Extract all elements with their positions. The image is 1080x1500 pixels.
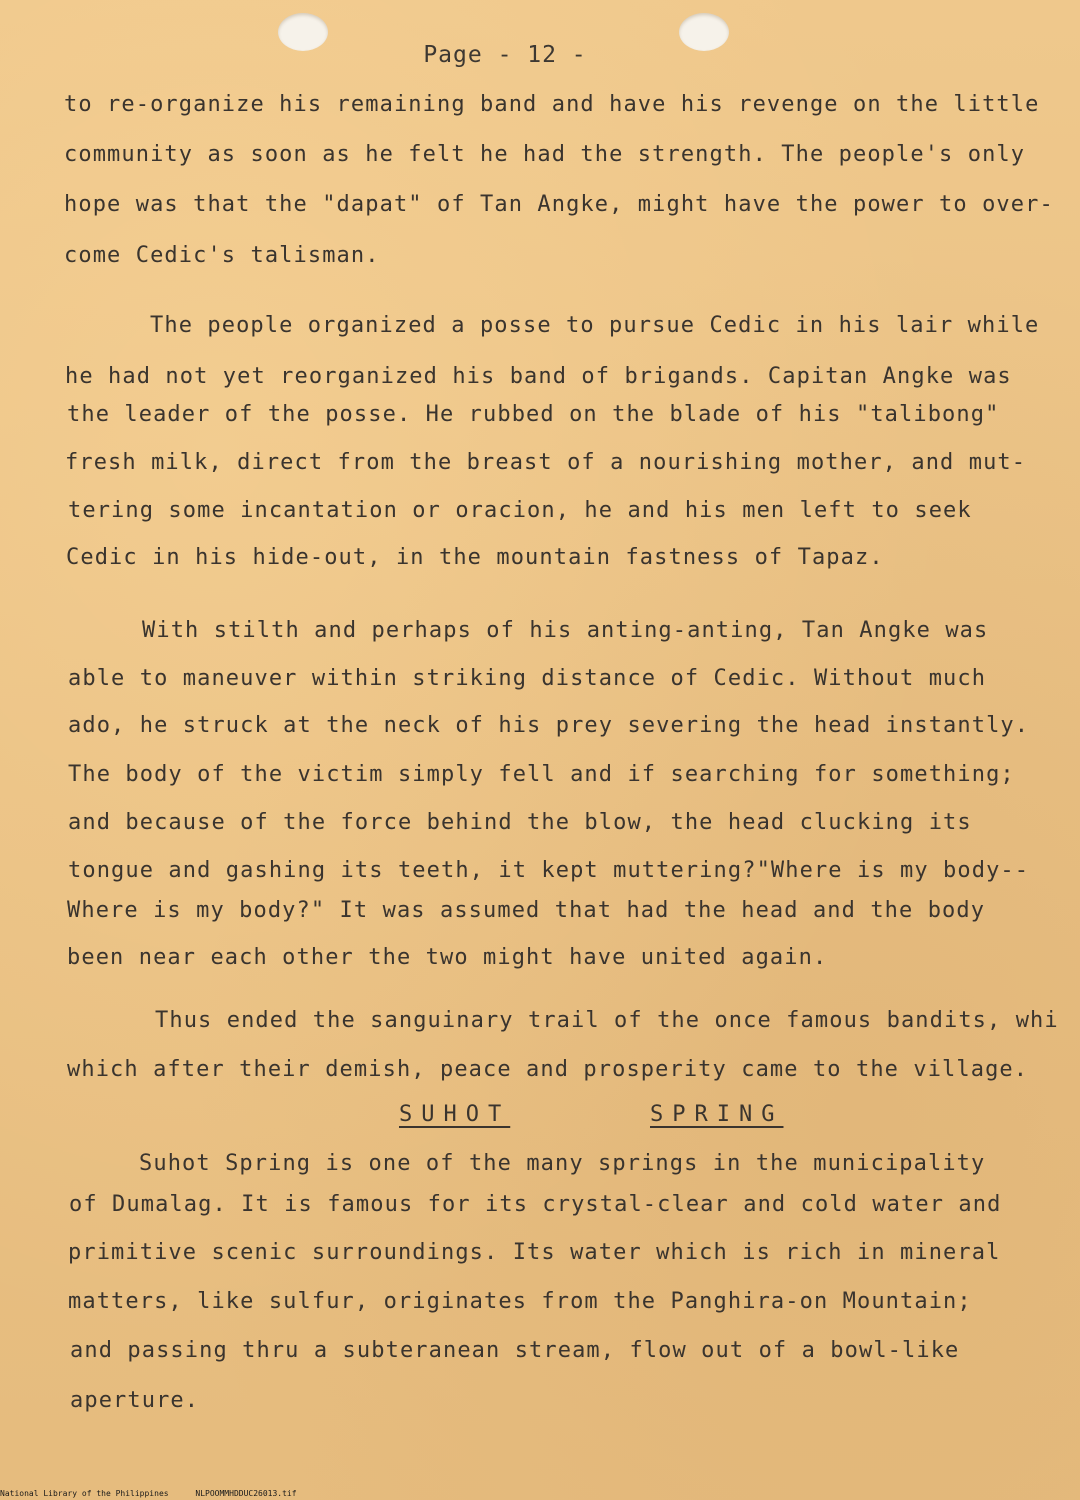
text-line: of Dumalag. It is famous for its crystal-clear and cold water and (69, 1192, 1002, 1217)
text-line: The body of the victim simply fell and if searching for something; (68, 762, 1015, 787)
text-line: Thus ended the sanguinary trail of the once famous bandits, whi (155, 1008, 1059, 1033)
text-line: aperture. (70, 1388, 200, 1413)
text-line: matters, like sulfur, originates from the Panghira-on Mountain; (68, 1289, 972, 1314)
text-line: community as soon as he felt he had the strength. The people's only (64, 142, 1026, 167)
text-line: and because of the force behind the blow, the head clucking its (68, 810, 972, 835)
text-line: which after their demish, peace and prosperity came to the village. (67, 1057, 1029, 1082)
text-line: primitive scenic surroundings. Its water which is rich in mineral (68, 1240, 1001, 1265)
text-line: ado, he struck at the neck of his prey severing the head instantly. (68, 713, 1030, 738)
footer-file: NLPOOMMHDDUC26013.tif (195, 1489, 297, 1498)
text-line: come Cedic's talisman. (64, 243, 380, 268)
text-line: hope was that the "dapat" of Tan Angke, might have the power to over- (64, 192, 1054, 217)
text-line: and passing thru a subteranean stream, flow out of a bowl-like (70, 1338, 960, 1363)
text-line: With stilth and perhaps of his anting-anting, Tan Angke was (142, 618, 989, 643)
text-line: the leader of the posse. He rubbed on the blade of his "talibong" (67, 402, 1000, 427)
text-line: able to maneuver within striking distance of Cedic. Without much (68, 666, 987, 691)
text-line: fresh milk, direct from the breast of a nourishing mother, and mut- (65, 450, 1027, 475)
text-line: The people organized a posse to pursue Cedic in his lair while (150, 313, 1040, 338)
heading-word-spring: SPRING (650, 1102, 784, 1127)
text-line: Where is my body?" It was assumed that had the head and the body (67, 898, 986, 923)
scan-footer (0, 1489, 319, 1498)
heading-word-suhot: SUHOT (399, 1102, 511, 1127)
text-line: Suhot Spring is one of the many springs in the municipality (139, 1151, 986, 1176)
footer-institution: National Library of the Philippines (0, 1489, 169, 1498)
text-line: tongue and gashing its teeth, it kept muttering?"Where is my body-- (68, 858, 1030, 883)
text-line: to re-organize his remaining band and have his revenge on the little (64, 92, 1040, 117)
text-line: been near each other the two might have united again. (67, 945, 828, 970)
text-line: Cedic in his hide-out, in the mountain fastness of Tapaz. (66, 545, 884, 570)
text-line: he had not yet reorganized his band of brigands. Capitan Angke was (65, 364, 1012, 389)
page-number: Page - 12 - (423, 42, 587, 68)
text-line: tering some incantation or oracion, he and his men left to seek (68, 498, 972, 523)
